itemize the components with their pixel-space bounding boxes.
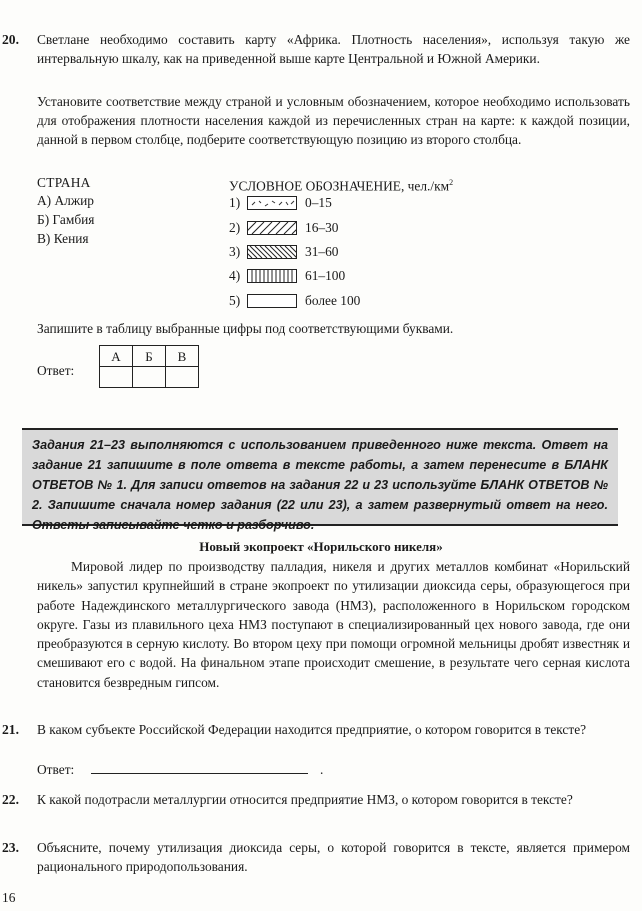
question-20-intro: Светлане необходимо составить карту «Африка. Плотность населения», используя такую же интервальную шкалу, как на приведенной выше карте Центральной и Южной Америки.: [37, 32, 630, 66]
instructions-text: Задания 21–23 выполняются с использованием приведенного ниже текста. Ответ на задание 21 запишите в поле ответа в тексте работы, а затем перенесите в БЛАНК ОТВЕТОВ № 1. Для записи ответов на задания 22 и 23 используйте БЛАНК ОТВЕТОВ № 2. Запишите сначала номер задания (22 или 23), а затем развернутый ответ на него. Ответы записывайте четко и разборчиво.: [32, 438, 608, 532]
legend-pattern-dotted: [247, 196, 297, 210]
legend-pattern-blank: [247, 294, 297, 308]
answer-line-end: .: [320, 762, 324, 777]
question-22-number: 22.: [2, 792, 19, 807]
legend-range-5: более 100: [305, 293, 361, 308]
answer-table-header: А: [100, 346, 133, 367]
country-item: А) Алжир: [37, 193, 94, 208]
question-21-number: 21.: [2, 722, 19, 737]
answer-label-20: Ответ:: [37, 363, 75, 378]
legend-header-text: УСЛОВНОЕ ОБОЗНАЧЕНИЕ, чел./км: [229, 178, 450, 194]
question-22-text: К какой подотрасли металлургии относится предприятие НМЗ, о котором говорится в тексте?: [37, 792, 573, 807]
answer-cell-v[interactable]: [166, 367, 199, 388]
legend-range-4: 61–100: [305, 268, 346, 283]
country-item: Б) Гамбия: [37, 212, 95, 227]
country-item: В) Кения: [37, 231, 89, 246]
legend-header: [229, 173, 453, 195]
dense-hatch-icon: [248, 246, 296, 258]
answer-cell-a[interactable]: [100, 367, 133, 388]
legend-num-3: 3): [229, 244, 241, 259]
legend-range-1: 0–15: [305, 195, 332, 210]
page-number: 16: [2, 890, 16, 905]
vertical-hatch-icon: [248, 270, 296, 282]
sparse-hatch-icon: [248, 222, 296, 234]
legend-num-5: 5): [229, 293, 241, 308]
answer-line-21[interactable]: [91, 760, 308, 774]
answer-cell-b[interactable]: [133, 367, 166, 388]
question-20-number: 20.: [2, 32, 19, 47]
question-20-instruction: Установите соответствие между страной и условным обозначением, которое необходимо использовать для отображения плотности населения каждой из перечисленных стран на карте: к каждой позиции, данной в первом столбце, подберите соответствующую позицию из второго столбца.: [37, 94, 630, 147]
legend-pattern-vertical: [247, 269, 297, 283]
legend-pattern-sparse-diagonal: [247, 221, 297, 235]
legend-pattern-dense-diagonal: [247, 245, 297, 259]
legend-header-sup: 2: [449, 178, 454, 187]
legend-range-2: 16–30: [305, 220, 339, 235]
country-header: СТРАНА: [37, 175, 91, 190]
instructions-box: [22, 428, 618, 532]
question-21-text: В каком субъекте Российской Федерации находится предприятие, о котором говорится в тексте?: [37, 722, 587, 737]
legend-num-1: 1): [229, 195, 241, 210]
answer-table-header: Б: [133, 346, 166, 367]
legend-range-3: 31–60: [305, 244, 339, 259]
legend-num-2: 2): [229, 220, 241, 235]
answer-table-header: В: [166, 346, 199, 367]
answer-table-20: [99, 345, 199, 388]
article-body: Мировой лидер по производству палладия, никеля и других металлов комбинат «Норильский никель» запустил крупнейший в стране экопроект по утилизации диоксида серы, образующегося при работе Надеждинского металлургического завода (НМЗ), расположенного в Норильском городском округе. Газы из плавильного цеха НМЗ поступают в специализированный цех нового завода, где они преобразуются в серную кислоту. Во втором цеху при помощи огромной мельницы дробят известняк и смешивают его с водой. На финальном этапе происходит смешение, в результате чего серная кислота становится безвредным гипсом.: [37, 559, 630, 690]
country-list: [37, 191, 94, 248]
table-instruction: Запишите в таблицу выбранные цифры под соответствующими буквами.: [37, 321, 454, 336]
answer-label-21: Ответ:: [37, 762, 75, 777]
question-23-text: Объясните, почему утилизация диоксида серы, о которой говорится в тексте, является примером рационального природопользования.: [37, 840, 630, 874]
dotted-pattern-icon: [248, 197, 296, 209]
legend-num-4: 4): [229, 268, 241, 283]
question-23-number: 23.: [2, 840, 19, 855]
article-title: Новый экопроект «Норильского никеля»: [199, 539, 443, 554]
